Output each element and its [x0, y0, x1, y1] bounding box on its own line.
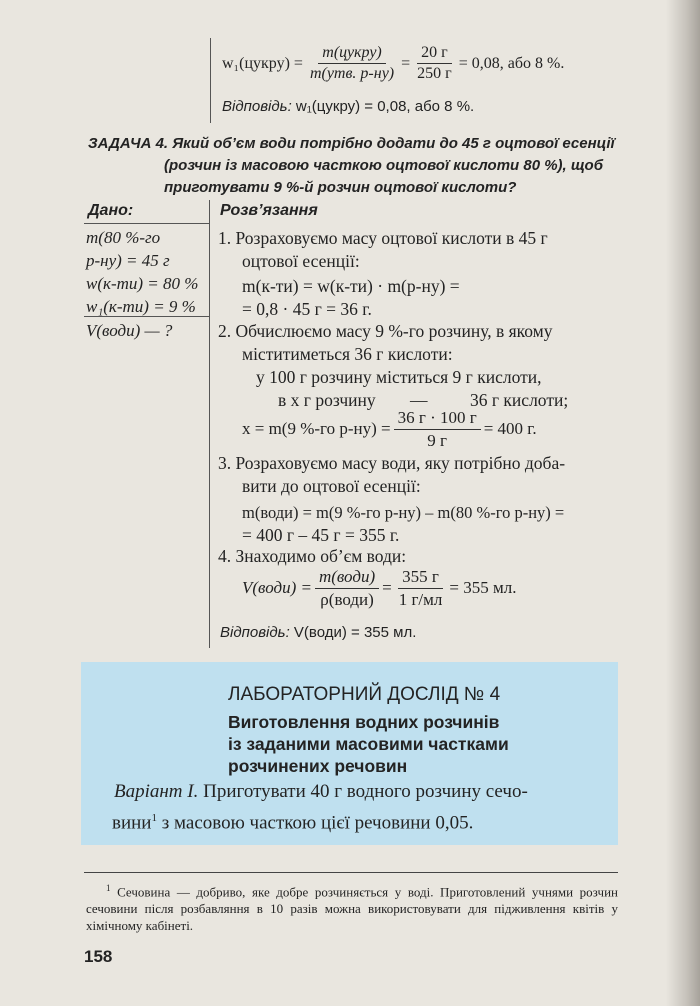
step-2-line: 2. Обчислюємо масу 9 %-го розчину, в якому	[218, 321, 553, 341]
answer-1	[222, 98, 474, 115]
task-4-line-3: приготувати 9 %-й розчин оцтової кислоти?	[164, 179, 517, 196]
lab-subtitle-line: розчинених речовин	[228, 756, 408, 776]
answer-1-text: w₁(цукру) = 0,08, або 8 %.	[295, 98, 475, 115]
top-formula-frac1-num: m(цукру)	[318, 44, 385, 64]
lab-variant-label: Варіант І.	[114, 781, 199, 802]
footnote-mark: 1	[106, 883, 111, 893]
step-4-res: = 355 мл.	[449, 578, 517, 598]
lab-variant	[114, 779, 614, 836]
solution-step-2	[218, 320, 618, 412]
step-4-frac2-den: 1 г/мл	[398, 589, 443, 609]
footnote-rule	[84, 872, 618, 873]
step-4-equation	[242, 567, 516, 609]
step-2-line-4a: в x г розчину	[278, 390, 376, 410]
step-3-line: 3. Розраховуємо масу води, яку потрібно доба-	[218, 453, 566, 473]
step-4-line: 4. Знаходимо об’єм води:	[218, 546, 407, 566]
solution-divider-line	[209, 348, 210, 648]
lab-variant-text-1: Приготувати 40 г водного розчину сечо-	[203, 781, 528, 802]
lab-variant-line-2	[112, 805, 614, 836]
lab-variant-line-1	[114, 779, 614, 805]
top-formula-frac1-den: m(утв. р-ну)	[309, 65, 395, 83]
step-4-frac2-num: 355 г	[398, 567, 443, 589]
step-2-eq-res: = 400 г.	[483, 419, 537, 439]
step-4-lhs: V(води) =	[242, 578, 312, 598]
step-4-eq: =	[382, 578, 392, 598]
solution-step-3	[218, 452, 628, 547]
given-header: Дано:	[88, 202, 134, 219]
step-2-eq-lhs: x = m(9 %-го р-ну) =	[242, 419, 391, 439]
lab-title: ЛАБОРАТОРНИЙ ДОСЛІД № 4	[228, 684, 501, 705]
step-1-line: 1. Розраховуємо масу оцтової кислоти в 45 г	[218, 228, 548, 248]
given-list	[86, 226, 198, 318]
page-edge-shadow	[666, 0, 700, 1006]
step-2-equation	[242, 408, 537, 450]
top-formula	[222, 44, 564, 84]
top-formula-fraction-2	[413, 44, 456, 84]
page-number: 158	[84, 947, 113, 966]
step-4-fraction-2	[395, 567, 447, 609]
given-divider-line	[209, 200, 210, 348]
step-4-frac1-den: ρ(води)	[320, 589, 374, 609]
lab-subtitle	[228, 711, 509, 777]
step-2-line-4b: —	[410, 390, 428, 410]
top-formula-lhs: w₁(цукру) =	[222, 54, 303, 72]
lab-variant-text-2b: з масовою часткою цієї речовини 0,05.	[156, 812, 474, 834]
answer-2-label: Відповідь:	[220, 624, 290, 641]
given-line: w₁(к-ти) = 9 %	[86, 297, 196, 316]
task-4-line-2: (розчин із масовою часткою оцтової кислоти 80 %), щоб	[164, 157, 603, 174]
solution-header: Розв’язання	[220, 202, 318, 219]
top-formula-result: = 0,08, або 8 %.	[458, 54, 565, 72]
lab-variant-footnote-mark: 1	[151, 812, 157, 824]
top-formula-eq: =	[401, 54, 411, 72]
step-3-line: m(води) = m(9 %-го р-ну) – m(80 %-го р-ну) =	[242, 503, 565, 522]
step-2-line-4c: 36 г кислоти;	[470, 390, 569, 410]
lab-subtitle-line: із заданими масовими частками	[228, 734, 509, 754]
given-header-rule	[84, 223, 209, 224]
lab-subtitle-line: Виготовлення водних розчинів	[228, 712, 500, 732]
given-line: w(к-ти) = 80 %	[86, 274, 199, 293]
task-4	[88, 133, 628, 199]
given-line: р-ну) = 45 г	[86, 251, 170, 270]
step-2-eq-fraction	[394, 408, 481, 450]
step-2-line: у 100 г розчину міститься 9 г кислоти,	[256, 367, 542, 387]
given-find: V(води) — ?	[86, 321, 173, 340]
solution-step-1	[218, 227, 618, 321]
step-1-line: = 0,8 · 45 г = 36 г.	[242, 299, 372, 319]
step-2-line: міститиметься 36 г кислоти:	[242, 344, 453, 364]
step-3-line: вити до оцтової есенції:	[242, 476, 421, 496]
top-formula-frac2-den: 250 г	[417, 65, 452, 83]
footnote-text: Сечовина — добриво, яке добре розчиняється у воді. Приготовлений учнями розчин сечовини після розбавляння в 10 разів можна використовувати для підживлення квітів у хімічному кабінеті.	[86, 884, 619, 934]
step-4-fraction-1	[315, 567, 379, 609]
top-divider-line	[210, 38, 211, 123]
lab-variant-text-2a: вини	[112, 812, 152, 834]
top-formula-frac2-num: 20 г	[417, 44, 452, 64]
step-3-line: = 400 г – 45 г = 355 г.	[242, 525, 400, 545]
step-1-line: m(к-ти) = w(к-ти) · m(р-ну) =	[242, 276, 460, 296]
answer-1-label: Відповідь:	[222, 98, 292, 115]
step-4-frac1-num: m(води)	[315, 567, 379, 589]
answer-2	[220, 624, 416, 641]
solution-step-4	[218, 545, 618, 568]
top-formula-fraction-1	[306, 44, 398, 84]
given-find-rule	[84, 316, 209, 317]
step-2-eq-num: 36 г · 100 г	[394, 408, 481, 430]
step-1-line: оцтової есенції:	[242, 251, 360, 271]
footnote	[86, 880, 618, 934]
given-line: m(80 %-го	[86, 228, 161, 247]
task-4-line-1: ЗАДАЧА 4. Який об’єм води потрібно додати до 45 г оцтової есенції	[88, 135, 615, 152]
lab-experiment-box	[81, 662, 618, 845]
step-2-eq-den: 9 г	[427, 430, 448, 450]
answer-2-text: V(води) = 355 мл.	[293, 624, 417, 641]
